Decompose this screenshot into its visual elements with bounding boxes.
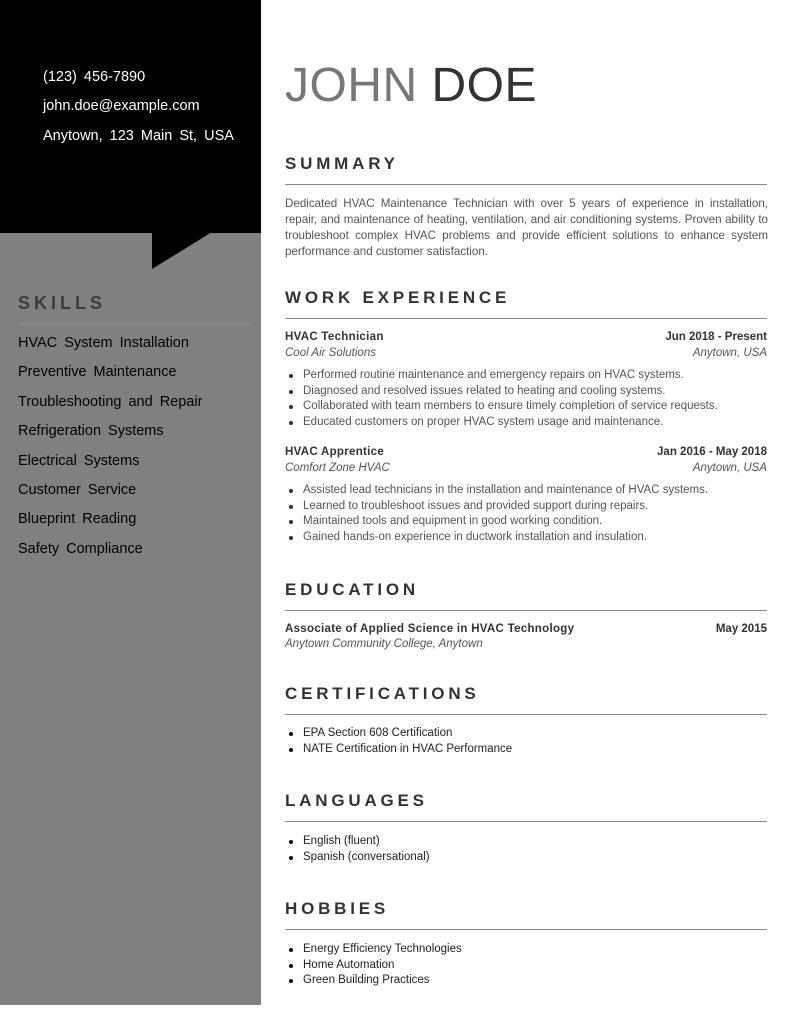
certifications-heading: CERTIFICATIONS <box>285 684 480 703</box>
skill-item: Customer Service <box>18 482 137 498</box>
job-duties <box>303 483 773 545</box>
contact-box-notch <box>152 232 212 269</box>
list-item: Gained hands-on experience in ductwork installation and insulation. <box>303 530 773 546</box>
list-item: Maintained tools and equipment in good working condition. <box>303 514 773 530</box>
job-location: Anytown, USA <box>692 347 767 359</box>
skills-heading: SKILLS <box>18 293 107 313</box>
list-item: Home Automation <box>303 958 773 974</box>
job-company: Comfort Zone HVAC <box>285 462 390 474</box>
skill-item: Blueprint Reading <box>18 511 137 527</box>
skill-item: Refrigeration Systems <box>18 423 164 439</box>
hobbies-list <box>303 942 773 989</box>
job-location: Anytown, USA <box>692 462 767 474</box>
job-dates: Jun 2018 - Present <box>665 331 767 343</box>
languages-list <box>303 834 773 865</box>
list-item: English (fluent) <box>303 834 773 850</box>
summary-text: Dedicated HVAC Maintenance Technician with over 5 years of experience in installation, repair, and maintenance of heating, ventilation, and air conditioning systems. Proven ability to troubleshoot complex HVAC problems and provide efficient solutions to enhance system performance and customer satisfaction. <box>285 197 768 258</box>
education-heading: EDUCATION <box>285 580 419 599</box>
certifications-divider <box>285 714 767 715</box>
job-title: HVAC Technician <box>285 331 384 343</box>
contact-phone: (123) 456-7890 <box>43 69 146 85</box>
skill-item: Electrical Systems <box>18 453 140 469</box>
list-item: Spanish (conversational) <box>303 850 773 866</box>
job-dates: Jan 2016 - May 2018 <box>657 446 767 458</box>
skill-item: Safety Compliance <box>18 541 143 557</box>
degree-title: Associate of Applied Science in HVAC Technology <box>285 623 575 635</box>
languages-heading: LANGUAGES <box>285 791 428 810</box>
list-item: Assisted lead technicians in the installation and maintenance of HVAC systems. <box>303 483 773 499</box>
experience-divider <box>285 318 767 319</box>
skill-item: HVAC System Installation <box>18 335 189 351</box>
contact-box <box>0 0 261 233</box>
certifications-list <box>303 726 773 757</box>
skills-divider <box>18 324 250 325</box>
experience-heading: WORK EXPERIENCE <box>285 288 511 307</box>
job-duties <box>303 368 773 430</box>
hobbies-heading: HOBBIES <box>285 899 390 918</box>
languages-divider <box>285 821 767 822</box>
list-item: Green Building Practices <box>303 973 773 989</box>
contact-email: john.doe@example.com <box>43 98 200 114</box>
last-name: DOE <box>431 59 538 112</box>
skill-item: Troubleshooting and Repair <box>18 394 203 410</box>
candidate-name <box>285 58 537 114</box>
contact-address: Anytown, 123 Main St, USA <box>43 128 234 144</box>
list-item: EPA Section 608 Certification <box>303 726 773 742</box>
summary-divider <box>285 184 767 185</box>
list-item: Educated customers on proper HVAC system usage and maintenance. <box>303 415 773 431</box>
list-item: Performed routine maintenance and emergency repairs on HVAC systems. <box>303 368 773 384</box>
skill-item: Preventive Maintenance <box>18 364 177 380</box>
degree-date: May 2015 <box>715 623 767 635</box>
list-item: Learned to troubleshoot issues and provided support during repairs. <box>303 499 773 515</box>
first-name: JOHN <box>285 59 418 112</box>
summary-heading: SUMMARY <box>285 154 399 173</box>
job-company: Cool Air Solutions <box>285 347 376 359</box>
list-item: Diagnosed and resolved issues related to heating and cooling systems. <box>303 384 773 400</box>
list-item: Collaborated with team members to ensure timely completion of service requests. <box>303 399 773 415</box>
job-title: HVAC Apprentice <box>285 446 385 458</box>
education-divider <box>285 610 767 611</box>
hobbies-divider <box>285 929 767 930</box>
list-item: NATE Certification in HVAC Performance <box>303 742 773 758</box>
school-name: Anytown Community College, Anytown <box>285 638 483 650</box>
list-item: Energy Efficiency Technologies <box>303 942 773 958</box>
